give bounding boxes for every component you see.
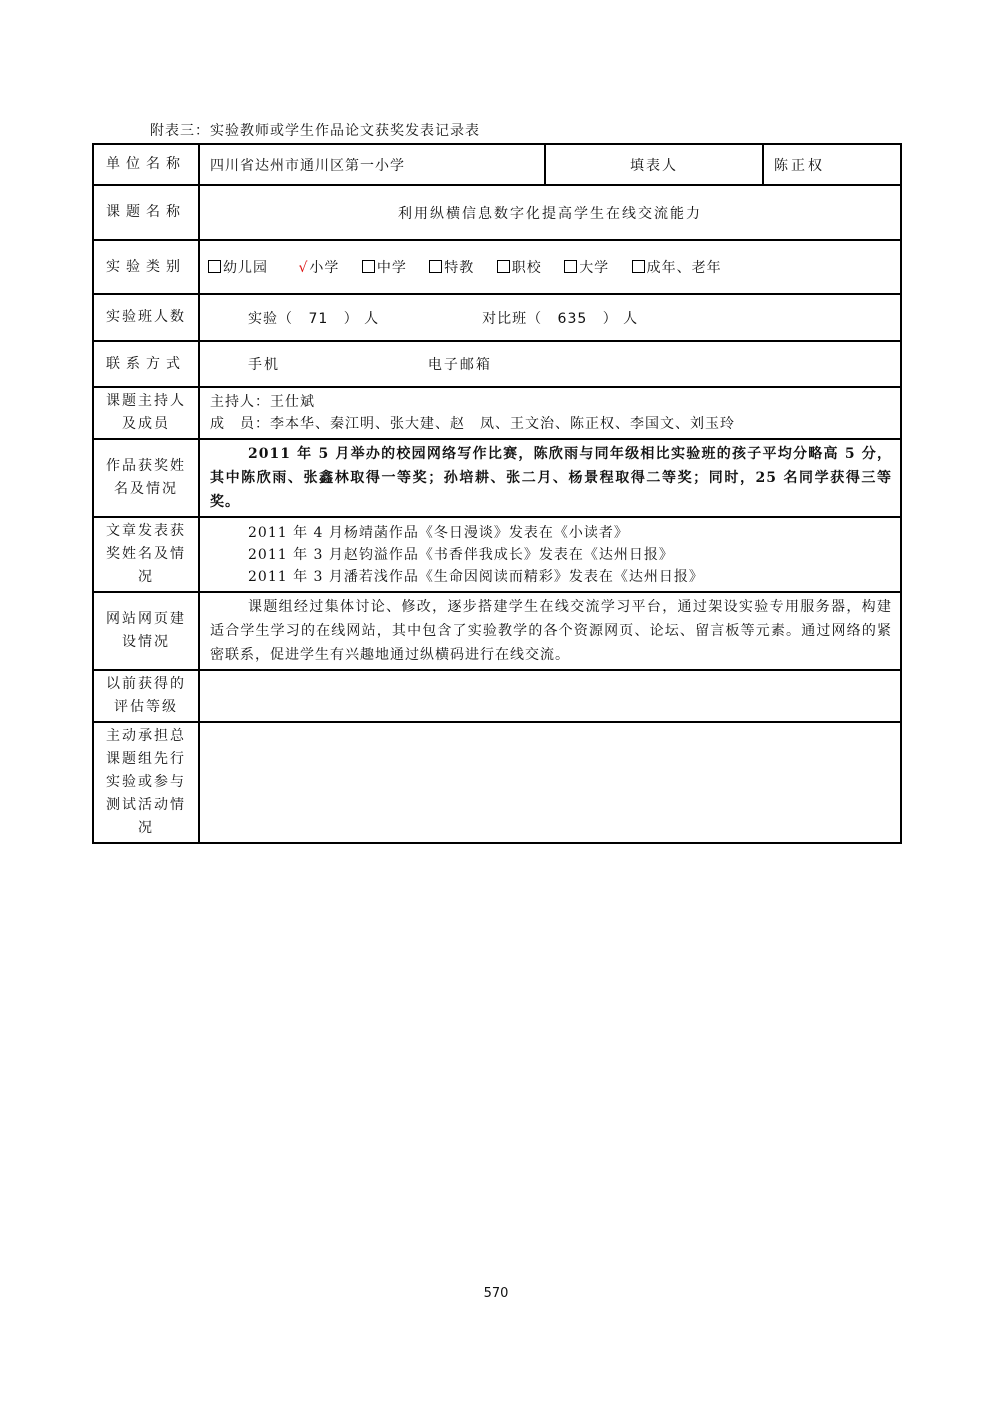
option-adult[interactable]: 成年、老年 — [632, 257, 722, 277]
exp-unit: ） 人 — [343, 310, 380, 327]
label-filler: 填表人 — [545, 144, 763, 185]
label-website: 网站网页建 设情况 — [93, 592, 199, 670]
value-awards: 2011 年 5 月举办的校园网络写作比赛，陈欣雨与同年级相比实验班的孩子平均分略高 5 分，其中陈欣雨、张鑫林取得一等奖；孙培耕、张二月、杨景程取得二等奖；同时，25 名同学获得三等奖。 — [199, 439, 901, 517]
label-topic: 课题名称 — [93, 185, 199, 240]
ctrl-unit: ） 人 — [602, 310, 639, 327]
option-kindergarten[interactable]: 幼儿园 — [208, 257, 268, 277]
value-topic: 利用纵横信息数字化提高学生在线交流能力 — [199, 185, 901, 240]
article-item: 2011 年 3 月赵钧溢作品《书香伴我成长》发表在《达州日报》 — [248, 546, 674, 563]
ctrl-value: 635 — [557, 310, 588, 327]
row-previous — [93, 670, 901, 722]
option-primary[interactable]: √小学 — [298, 260, 340, 276]
label-unit: 单位名称 — [93, 144, 199, 185]
value-leading — [199, 722, 901, 843]
checkbox-icon — [208, 260, 221, 273]
value-class-count — [199, 294, 901, 341]
row-leading — [93, 722, 901, 843]
row-awards — [93, 439, 901, 517]
row-class-count — [93, 294, 901, 341]
checkbox-icon — [497, 260, 510, 273]
row-articles — [93, 517, 901, 592]
value-filler: 陈正权 — [763, 144, 901, 185]
option-special[interactable]: 特教 — [429, 257, 474, 277]
article-item: 2011 年 4 月杨靖菡作品《冬日漫谈》发表在《小读者》 — [248, 524, 629, 541]
label-category: 实验类别 — [93, 240, 199, 294]
row-contact — [93, 341, 901, 387]
article-item: 2011 年 3 月潘若浅作品《生命因阅读而精彩》发表在《达州日报》 — [248, 568, 704, 585]
page-number: 570 — [483, 1286, 509, 1301]
row-unit — [93, 144, 901, 185]
label-awards: 作品获奖姓 名及情况 — [93, 439, 199, 517]
checkbox-icon — [632, 260, 645, 273]
exp-label: 实验（ — [248, 310, 293, 327]
table-caption: 附表三：实验教师或学生作品论文获奖发表记录表 — [150, 123, 480, 139]
option-vocational[interactable]: 职校 — [497, 257, 542, 277]
contact-phone: 手机 — [248, 357, 280, 373]
label-members: 课题主持人 及成员 — [93, 387, 199, 439]
value-members — [199, 387, 901, 439]
row-members — [93, 387, 901, 439]
value-unit: 四川省达州市通川区第一小学 — [199, 144, 545, 185]
record-table — [92, 143, 902, 844]
checkmark-icon: √ — [298, 260, 309, 276]
label-previous: 以前获得的 评估等级 — [93, 670, 199, 722]
checkbox-icon — [429, 260, 442, 273]
ctrl-label: 对比班（ — [482, 310, 543, 327]
value-contact — [199, 341, 901, 387]
option-middle[interactable]: 中学 — [362, 257, 407, 277]
exp-value: 71 — [308, 310, 329, 327]
label-articles: 文章发表获 奖姓名及情 况 — [93, 517, 199, 592]
value-previous — [199, 670, 901, 722]
value-articles — [199, 517, 901, 592]
option-university[interactable]: 大学 — [564, 257, 609, 277]
members-line: 成 员：李本华、秦江明、张大建、赵 凤、王文治、陈正权、李国文、刘玉玲 — [210, 416, 735, 432]
label-class-count: 实验班人数 — [93, 294, 199, 341]
category-options — [199, 240, 901, 294]
row-website — [93, 592, 901, 670]
value-website: 课题组经过集体讨论、修改，逐步搭建学生在线交流学习平台，通过架设实验专用服务器，构建适合学生学习的在线网站，其中包含了实验教学的各个资源网页、论坛、留言板等元素。通过网络的紧密联系，促进学生有兴趣地通过纵横码进行在线交流。 — [199, 592, 901, 670]
checkbox-icon — [564, 260, 577, 273]
label-contact: 联系方式 — [93, 341, 199, 387]
row-topic — [93, 185, 901, 240]
contact-email: 电子邮箱 — [427, 357, 492, 373]
label-leading: 主动承担总 课题组先行 实验或参与 测试活动情 况 — [93, 722, 199, 843]
host-line: 主持人：王仕斌 — [210, 394, 315, 410]
checkbox-icon — [362, 260, 375, 273]
row-category — [93, 240, 901, 294]
